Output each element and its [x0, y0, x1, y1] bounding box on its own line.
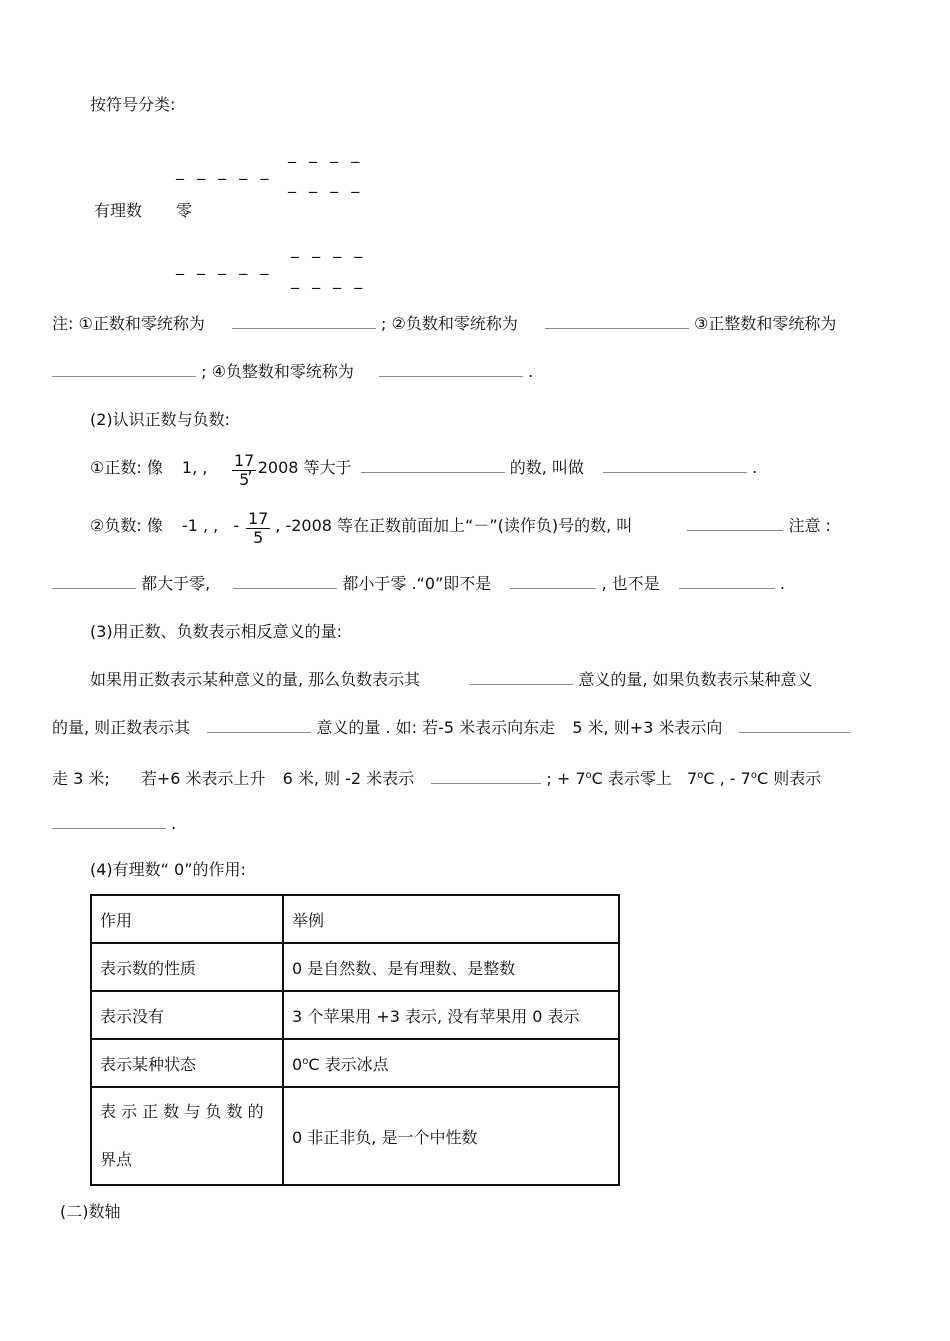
fraction-17-5	[246, 510, 270, 547]
classify-title: 按符号分类:	[90, 95, 176, 114]
note-prefix: 注: ①正数和零统称为	[52, 314, 205, 333]
next-section-title: (二)数轴	[60, 1202, 121, 1221]
fraction-17-5	[232, 452, 256, 489]
table-row	[91, 1039, 619, 1087]
note-end: .	[528, 362, 534, 381]
tree-blank: _ _ _ _	[291, 239, 367, 258]
answer-blank[interactable]	[739, 718, 851, 733]
line3-b: 都小于零 .“0”即不是	[342, 574, 492, 593]
l3-e: C 表示零上	[591, 769, 672, 788]
table-cell-line: 界点	[100, 1150, 133, 1169]
table-cell: 表示没有	[91, 991, 283, 1039]
s3-line-3	[52, 766, 821, 789]
s2-line-3	[52, 574, 785, 594]
answer-blank[interactable]	[52, 362, 196, 377]
tree-blank: _ _ _ _ _	[176, 256, 273, 275]
l3-b: 若+6 米表示上升	[140, 769, 266, 788]
positive-line	[90, 458, 757, 478]
answer-blank[interactable]	[679, 574, 775, 589]
l3-f: 7	[687, 769, 698, 788]
table-header-row	[91, 895, 619, 943]
pos-mid: , 2008 等大于	[247, 458, 352, 477]
table-cell: 0 是自然数、是有理数、是整数	[283, 943, 619, 991]
fraction-numerator: 17	[248, 509, 269, 528]
answer-blank[interactable]	[232, 314, 376, 329]
answer-blank[interactable]	[361, 458, 505, 473]
s3-line-1	[90, 670, 813, 690]
fraction-denominator: 5	[239, 470, 250, 489]
l3-c: 6 米, 则 -2 米表示	[282, 769, 415, 788]
zero-role-table	[90, 894, 620, 1186]
l2-c: 5 米, 则+3 米表示向	[572, 718, 723, 737]
note-part4: ; ④负整数和零统称为	[201, 362, 354, 381]
l2-b: 意义的量 . 如: 若-5 米表示向东走	[316, 718, 556, 737]
section-2-title: (2)认识正数与负数:	[90, 410, 231, 429]
table-cell: 表示某种状态	[91, 1039, 283, 1087]
fraction-denominator: 5	[253, 528, 264, 547]
answer-blank[interactable]	[510, 574, 596, 589]
section-4-title: (4)有理数“ 0”的作用:	[90, 860, 246, 879]
neg-vals: -1 , ,	[181, 516, 219, 535]
l3-h: C 则表示	[756, 769, 822, 788]
table-cell-text: C 表示冰点	[308, 1054, 389, 1074]
answer-blank[interactable]	[687, 516, 783, 531]
note-line-1	[52, 314, 836, 334]
table-header-cell: 作用	[91, 895, 283, 943]
degree-mark: o	[750, 770, 757, 781]
fraction-numerator: 17	[234, 451, 255, 470]
table-row	[91, 943, 619, 991]
zero-value: 0	[292, 1054, 303, 1074]
neg-note: 注意 :	[788, 516, 831, 535]
tree-blank: _ _ _ _	[288, 174, 364, 193]
answer-blank[interactable]	[431, 769, 541, 784]
table-cell: 0 非正非负, 是一个中性数	[283, 1087, 619, 1185]
tree-zero: 零	[176, 201, 193, 220]
table-row	[91, 1087, 619, 1185]
degree-mark: o	[585, 770, 592, 781]
l1-a: 如果用正数表示某种意义的量, 那么负数表示其	[90, 670, 421, 689]
neg-mid: , -2008 等在正数前面加上“－”(读作负)号的数, 叫	[275, 516, 633, 535]
tree-root: 有理数	[94, 201, 143, 220]
s3-line-4	[52, 814, 176, 834]
note-part2: ; ②负数和零统称为	[381, 314, 518, 333]
neg-minus: -	[233, 516, 240, 535]
table-cell: 表示数的性质	[91, 943, 283, 991]
table-cell	[283, 1039, 619, 1087]
table-cell	[91, 1087, 283, 1185]
s3-line-2	[52, 718, 851, 738]
table-row	[91, 991, 619, 1039]
degree-mark: o	[302, 1055, 309, 1067]
line3-a: 都大于零,	[141, 574, 211, 593]
section-3-title: (3)用正数、负数表示相反意义的量:	[90, 622, 343, 641]
pos-vals: 1, ,	[181, 458, 208, 477]
table-header-cell: 举例	[283, 895, 619, 943]
degree-mark: o	[697, 770, 704, 781]
tree-blank: _ _ _ _ _	[176, 161, 273, 180]
table-cell: 3 个苹果用 +3 表示, 没有苹果用 0 表示	[283, 991, 619, 1039]
l3-g: C , - 7	[703, 769, 751, 788]
answer-blank[interactable]	[469, 670, 573, 685]
line3-end: .	[779, 574, 785, 593]
l3-d: ; + 7	[546, 769, 586, 788]
negative-line	[90, 516, 831, 536]
answer-blank[interactable]	[52, 574, 136, 589]
table-cell-line: 表 示 正 数 与 负 数 的	[100, 1102, 264, 1121]
l3-a: 走 3 米;	[52, 769, 110, 788]
note-part3: ③正整数和零统称为	[694, 314, 837, 333]
answer-blank[interactable]	[545, 314, 689, 329]
tree-blank: _ _ _ _	[288, 144, 364, 163]
l2-a: 的量, 则正数表示其	[52, 718, 191, 737]
answer-blank[interactable]	[52, 814, 166, 829]
line3-c: , 也不是	[601, 574, 660, 593]
answer-blank[interactable]	[233, 574, 337, 589]
answer-blank[interactable]	[207, 718, 311, 733]
note-line-2	[52, 362, 533, 382]
answer-blank[interactable]	[379, 362, 523, 377]
l1-b: 意义的量, 如果负数表示某种意义	[578, 670, 813, 689]
pos-prefix: ①正数: 像	[90, 458, 163, 477]
answer-blank[interactable]	[603, 458, 747, 473]
l4-end: .	[171, 814, 177, 833]
neg-prefix: ②负数: 像	[90, 516, 163, 535]
pos-mid2: 的数, 叫做	[509, 458, 584, 477]
tree-blank: _ _ _ _	[291, 270, 367, 289]
pos-end: .	[752, 458, 758, 477]
